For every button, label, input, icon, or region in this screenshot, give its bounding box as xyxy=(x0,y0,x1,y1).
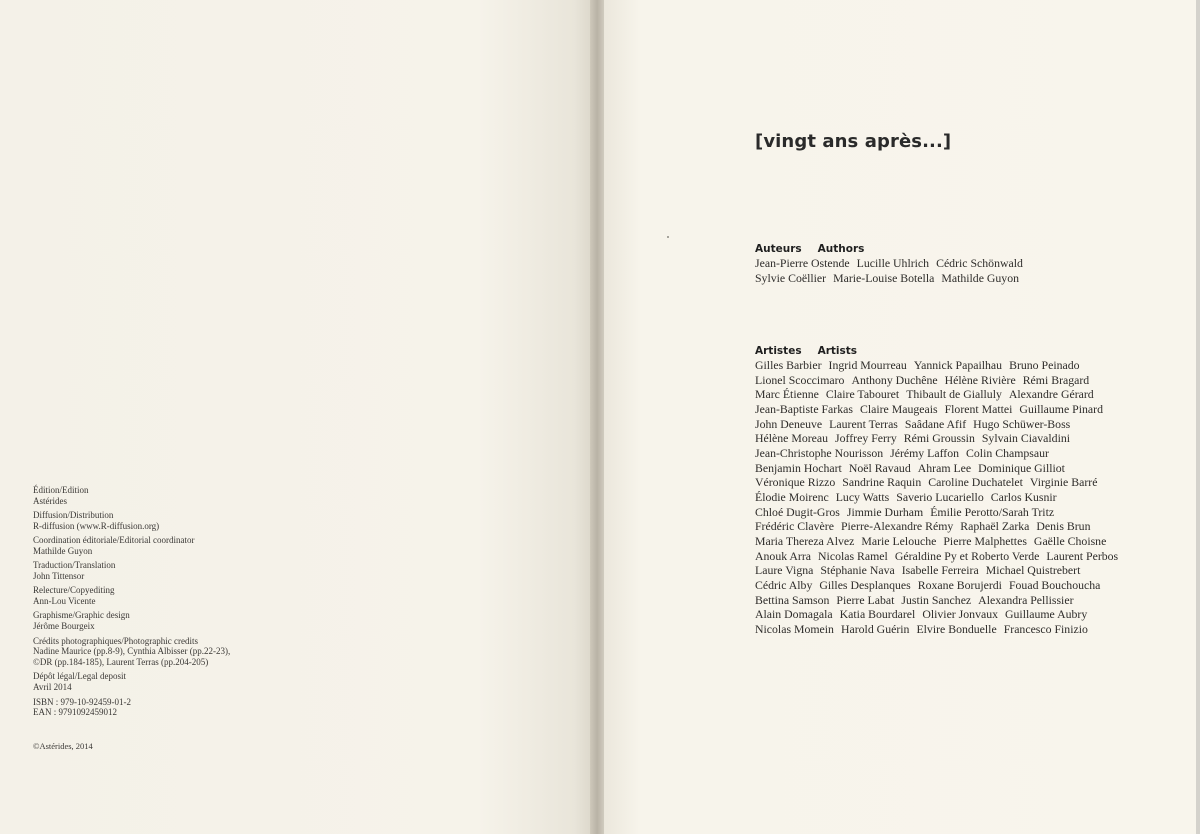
artist-name: Rémi Bragard xyxy=(1022,372,1090,387)
artist-name: Laurent Perbos xyxy=(1046,548,1119,563)
colophon-label: Dépôt légal/Legal deposit xyxy=(33,671,126,682)
artists-row xyxy=(755,563,1125,578)
artist-name: Alain Domagala xyxy=(755,607,833,622)
author-name: Lucille Uhlrich xyxy=(856,256,930,270)
authors-section xyxy=(755,243,1030,285)
artist-name: Isabelle Ferreira xyxy=(901,563,979,578)
artist-name: Véronique Rizzo xyxy=(755,475,836,490)
artist-name: Nicolas Momein xyxy=(755,621,834,636)
artist-name: Gilles Barbier xyxy=(755,358,822,372)
colophon-value: Mathilde Guyon xyxy=(33,545,93,556)
colophon-entry xyxy=(33,535,333,557)
colophon-entry xyxy=(33,697,333,719)
authors-row xyxy=(755,271,1030,286)
artists-section xyxy=(755,345,1125,636)
colophon-value: ©DR (pp.184-185), Laurent Terras (pp.204-205) xyxy=(33,657,209,668)
artist-name: Caroline Duchatelet xyxy=(928,475,1023,490)
artists-row xyxy=(755,461,1125,476)
artist-name: Bettina Samson xyxy=(755,592,830,607)
artist-name: Bruno Peinado xyxy=(1009,358,1080,372)
artists-row xyxy=(755,387,1125,402)
artists-row xyxy=(755,519,1125,534)
colophon-label: Graphisme/Graphic design xyxy=(33,610,130,621)
artist-name: John Deneuve xyxy=(755,416,823,431)
artist-name: Lionel Scoccimaro xyxy=(755,372,845,387)
artist-name: Claire Tabouret xyxy=(825,387,900,402)
author-name: Mathilde Guyon xyxy=(941,270,1019,285)
artist-name: Élodie Moirenc xyxy=(755,489,829,504)
colophon-value: John Tittensor xyxy=(33,571,85,582)
artists-row xyxy=(755,607,1125,622)
artists-row xyxy=(755,402,1125,417)
artist-name: Colin Champsaur xyxy=(966,445,1049,460)
artist-name: Sylvain Ciavaldini xyxy=(981,431,1071,446)
author-name: Sylvie Coëllier xyxy=(755,270,827,285)
artist-name: Anouk Arra xyxy=(755,548,812,563)
artist-name: Dominique Gilliot xyxy=(978,460,1065,475)
artist-name: Hélène Rivière xyxy=(944,372,1016,387)
artist-name: Hugo Schüwer-Boss xyxy=(973,416,1071,431)
artist-name: Saâdane Afif xyxy=(904,416,967,431)
artist-name: Raphaël Zarka xyxy=(960,519,1030,534)
artist-name: Laure Vigna xyxy=(755,563,814,578)
artist-name: Noël Ravaud xyxy=(848,460,911,475)
artist-name: Olivier Jonvaux xyxy=(922,607,998,622)
artist-name: Anthony Duchêne xyxy=(851,372,938,387)
artist-name: Maria Thereza Alvez xyxy=(755,533,855,548)
colophon-label: Crédits photographiques/Photographic credits xyxy=(33,635,198,646)
artist-name: Thibault de Gialluly xyxy=(906,387,1002,402)
book-title: [vingt ans après...] xyxy=(755,131,952,152)
artists-heading xyxy=(755,345,1125,357)
artists-row xyxy=(755,446,1125,461)
colophon-value: R-diffusion (www.R-diffusion.org) xyxy=(33,520,160,531)
artist-name: Francesco Finizio xyxy=(1003,621,1088,636)
artist-name: Roxane Borujerdi xyxy=(917,577,1002,592)
colophon-entry xyxy=(33,510,333,532)
artist-name: Michael Quistrebert xyxy=(985,563,1081,578)
colophon-entry xyxy=(33,560,333,582)
colophon-value: Nadine Maurice (pp.8-9), Cynthia Albisser (pp.22-23), xyxy=(33,646,231,657)
colophon-value: Astérides xyxy=(33,495,67,506)
artist-name: Justin Sanchez xyxy=(901,592,972,607)
artist-name: Lucy Watts xyxy=(835,489,890,504)
authors-label-fr: Auteurs xyxy=(755,243,802,255)
artist-name: Ingrid Mourreau xyxy=(828,358,907,372)
artist-name: Guillaume Aubry xyxy=(1005,607,1088,622)
artists-row xyxy=(755,431,1125,446)
colophon-label: Édition/Edition xyxy=(33,485,89,495)
artist-name: Stéphanie Nava xyxy=(820,563,895,578)
author-name: Cédric Schönwald xyxy=(936,256,1023,270)
artists-label-fr: Artistes xyxy=(755,345,802,357)
colophon-label: Traduction/Translation xyxy=(33,560,116,571)
authors-label-en: Authors xyxy=(817,243,865,255)
artist-name: Gaëlle Choisne xyxy=(1033,533,1107,548)
artists-row xyxy=(755,358,1125,373)
artist-name: Marie Lelouche xyxy=(861,533,937,548)
artist-name: Guillaume Pinard xyxy=(1019,401,1103,416)
artist-name: Géraldine Py et Roberto Verde xyxy=(894,548,1040,563)
artist-name: Saverio Lucariello xyxy=(896,489,984,504)
colophon-entry xyxy=(33,485,333,507)
colophon-label: ISBN : 979-10-92459-01-2 xyxy=(33,696,131,707)
artist-name: Fouad Bouchoucha xyxy=(1008,577,1101,592)
artist-name: Ahram Lee xyxy=(917,460,972,475)
colophon-value: EAN : 9791092459012 xyxy=(33,707,117,718)
authors-heading xyxy=(755,243,1030,255)
artists-row xyxy=(755,534,1125,549)
artist-name: Florent Mattei xyxy=(944,401,1013,416)
artist-name: Laurent Terras xyxy=(829,416,898,431)
page-edge xyxy=(1196,0,1200,834)
artist-name: Katia Bourdarel xyxy=(839,607,916,622)
artist-name: Denis Brun xyxy=(1036,519,1091,534)
artist-name: Marc Étienne xyxy=(755,387,819,402)
artist-name: Alexandra Pellissier xyxy=(978,592,1074,607)
colophon-value: Avril 2014 xyxy=(33,682,72,693)
authors-list xyxy=(755,256,1030,285)
copyright: ©Astérides, 2014 xyxy=(33,741,93,751)
artist-name: Gilles Desplanques xyxy=(819,577,911,592)
colophon-value: Ann-Lou Vicente xyxy=(33,596,96,607)
artist-name: Harold Guérin xyxy=(840,621,910,636)
colophon-entry xyxy=(33,671,333,693)
colophon-label: Relecture/Copyediting xyxy=(33,585,115,596)
artists-row xyxy=(755,490,1125,505)
artist-name: Chloé Dugit-Gros xyxy=(755,504,840,519)
artist-name: Benjamin Hochart xyxy=(755,460,842,475)
artist-name: Hélène Moreau xyxy=(755,431,829,446)
artist-name: Virginie Barré xyxy=(1029,475,1098,490)
colophon-entry xyxy=(33,585,333,607)
colophon-label: Coordination éditoriale/Editorial coordinator xyxy=(33,535,195,546)
artists-row xyxy=(755,578,1125,593)
colophon-label: Diffusion/Distribution xyxy=(33,510,114,521)
artist-name: Pierre Malphettes xyxy=(943,533,1027,548)
colophon-entry xyxy=(33,610,333,632)
artists-row xyxy=(755,373,1125,388)
artist-name: Pierre-Alexandre Rémy xyxy=(840,519,954,534)
artist-name: Joffrey Ferry xyxy=(835,431,897,446)
artists-label-en: Artists xyxy=(817,345,858,357)
artist-name: Jean-Baptiste Farkas xyxy=(755,401,853,416)
artist-name: Pierre Labat xyxy=(836,592,895,607)
artists-list xyxy=(755,358,1125,636)
artist-name: Émilie Perotto/Sarah Tritz xyxy=(930,504,1055,519)
artist-name: Jean-Christophe Nourisson xyxy=(755,445,884,460)
colophon-entry xyxy=(33,636,333,668)
artist-name: Frédéric Clavère xyxy=(755,519,834,534)
paper-speck xyxy=(667,236,669,238)
artist-name: Yannick Papailhau xyxy=(913,358,1003,372)
author-name: Jean-Pierre Ostende xyxy=(755,256,850,270)
artist-name: Claire Maugeais xyxy=(859,401,938,416)
artists-row xyxy=(755,475,1125,490)
artists-row xyxy=(755,622,1125,637)
artist-name: Alexandre Gérard xyxy=(1008,387,1094,402)
artist-name: Cédric Alby xyxy=(755,577,813,592)
artists-row xyxy=(755,505,1125,520)
colophon-value: Jérôme Bourgeix xyxy=(33,621,95,632)
artist-name: Jimmie Durham xyxy=(846,504,924,519)
artist-name: Jérémy Laffon xyxy=(890,445,960,460)
artist-name: Nicolas Ramel xyxy=(818,548,888,563)
artists-row xyxy=(755,549,1125,564)
artists-row xyxy=(755,417,1125,432)
colophon xyxy=(33,485,333,722)
artists-row xyxy=(755,593,1125,608)
author-name: Marie-Louise Botella xyxy=(833,270,935,285)
artist-name: Elvire Bonduelle xyxy=(916,621,997,636)
authors-row xyxy=(755,256,1030,271)
artist-name: Carlos Kusnir xyxy=(990,489,1057,504)
artist-name: Rémi Groussin xyxy=(903,431,975,446)
artist-name: Sandrine Raquin xyxy=(842,475,922,490)
